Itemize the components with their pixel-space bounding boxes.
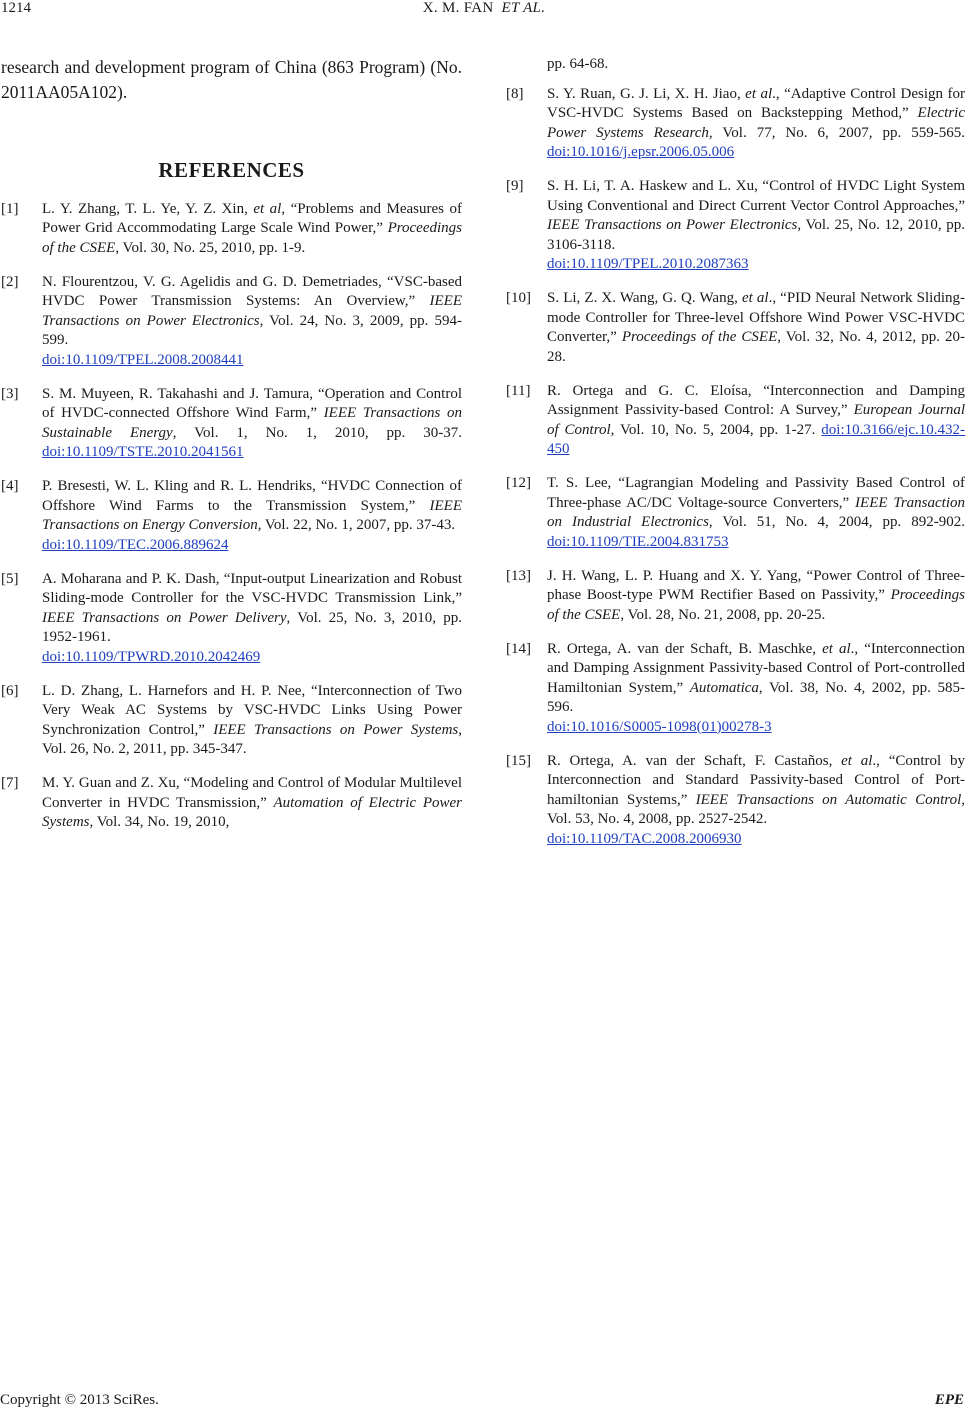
reference-details: , Vol. 25, No. 12, 2010, pp. 3106-3118.: [547, 217, 965, 253]
reference-title: , “Problems and Measures of Power Grid Accommodating Large Scale Wind Power,”: [42, 200, 462, 236]
footer-copyright: Copyright © 2013 SciRes.: [0, 1392, 159, 1408]
reference-text: [547, 640, 965, 738]
page-number: 1214: [1, 0, 31, 16]
reference-doi-link[interactable]: doi:10.1109/TPEL.2010.2087363: [547, 256, 749, 272]
reference-text: [42, 385, 462, 463]
reference-item: [506, 382, 965, 460]
reference-details: , Vol. 10, No. 5, 2004, pp. 1-27.: [610, 421, 822, 438]
reference-item: [506, 177, 965, 275]
reference-item: [1, 570, 462, 668]
reference-et-al: et al: [841, 752, 873, 769]
reference-journal: European Journal of Control: [547, 402, 965, 438]
reference-et-al: et al: [822, 640, 851, 657]
reference-journal: IEEE Transactions on Power Electronics: [547, 217, 798, 233]
reference-details: , Vol. 34, No. 19, 2010,: [89, 814, 230, 830]
reference-doi-link[interactable]: doi:10.1109/TAC.2008.2006930: [547, 830, 742, 847]
running-header-authors: X. M. FAN: [422, 0, 494, 16]
reference-authors-title: R. Ortega, A. van der Schaft, B. Maschke,: [547, 640, 823, 657]
reference-number: [11]: [506, 382, 531, 399]
reference-number: [8]: [506, 85, 524, 102]
reference-journal: Electric Power Systems Research: [547, 105, 965, 141]
reference-text: [547, 289, 965, 367]
reference-details: , Vol. 38, No. 4, 2002, pp. 585-596.: [547, 679, 965, 715]
reference-details: , Vol. 51, No. 4, 2004, pp. 892-902.: [708, 514, 965, 530]
reference-authors-title: S. M. Muyeen, R. Takahashi and J. Tamura, “Operation and Control of HVDC-connected Offshore Wind Farm,”: [42, 385, 462, 421]
reference-number: [13]: [506, 567, 531, 584]
right-column: [506, 55, 965, 864]
reference-authors-title: M. Y. Guan and Z. Xu, “Modeling and Control of Modular Multilevel Converter in HVDC Transmission,”: [42, 775, 462, 811]
reference-item: [506, 85, 965, 163]
reference-details: , Vol. 28, No. 21, 2008, pp. 20-25.: [620, 606, 826, 623]
reference-doi-link[interactable]: doi:10.1109/TPEL.2008.2008441: [42, 351, 244, 368]
reference-number: [7]: [1, 775, 19, 791]
reference-number: [14]: [506, 640, 531, 657]
reference-text: [42, 200, 462, 259]
running-header-et-al: ET AL.: [501, 0, 546, 16]
reference-journal: IEEE Transactions on Energy Conversion: [42, 497, 462, 533]
reference-authors-title: N. Flourentzou, V. G. Agelidis and G. D. Demetriades, “VSC-based HVDC Power Transmission Systems: An Overview,”: [42, 273, 462, 309]
reference-number: [15]: [506, 752, 531, 769]
reference-journal: Automation of Electric Power Systems: [42, 794, 462, 830]
reference-et-al: et al: [741, 290, 769, 306]
reference-item: [1, 385, 462, 463]
reference-details: , Vol. 22, No. 1, 2007, pp. 37-43.: [257, 517, 456, 533]
reference-journal: Proceedings of the CSEE: [42, 220, 462, 256]
reference-number: [1]: [1, 200, 19, 217]
reference-journal: IEEE Transactions on Automatic Control: [695, 791, 962, 808]
reference-number: [9]: [506, 178, 524, 194]
reference-doi-link[interactable]: doi:10.1016/j.epsr.2006.05.006: [547, 144, 735, 160]
reference-number: [5]: [1, 570, 19, 587]
reference-authors-title: L. D. Zhang, L. Harnefors and H. P. Nee, “Interconnection of Two Very Weak AC Systems by VSC-HVDC Links Using Power Synchronization Control,”: [42, 682, 462, 738]
acknowledgment-text: research and development program of China (863 Program) (No. 2011AA05A102).: [1, 57, 462, 102]
reference-item: [506, 640, 965, 738]
reference-7-continuation: pp. 64-68.: [547, 56, 609, 72]
reference-item: [506, 567, 965, 626]
reference-doi-link[interactable]: doi:10.1109/TEC.2006.889624: [42, 536, 229, 553]
reference-journal: IEEE Transactions on Power Delivery: [42, 609, 287, 626]
reference-number: [6]: [1, 682, 19, 699]
reference-authors-title: R. Ortega and G. C. Eloísa, “Interconnection and Damping Assignment Passivity-based Control: A Survey,”: [547, 382, 965, 418]
reference-authors-title: R. Ortega, A. van der Schaft, F. Castaños,: [547, 752, 842, 769]
reference-text: [547, 85, 965, 163]
footer-journal: EPE: [934, 1392, 964, 1408]
reference-journal: Proceedings of the CSEE: [547, 587, 965, 623]
reference-authors-title: T. S. Lee, “Lagrangian Modeling and Passivity Based Control of Three-phase AC/DC Voltage-source Converters,”: [547, 475, 965, 511]
reference-doi-link[interactable]: doi:10.3166/ejc.10.432-450: [547, 421, 966, 457]
reference-authors-title: L. Y. Zhang, T. L. Ye, Y. Z. Xin,: [42, 200, 254, 217]
reference-details: , Vol. 26, No. 2, 2011, pp. 345-347.: [42, 721, 462, 757]
reference-item: [1, 682, 462, 760]
reference-journal: Automatica: [689, 679, 759, 696]
reference-number: [12]: [506, 475, 531, 491]
reference-text: [42, 477, 462, 555]
references-heading: REFERENCES: [158, 158, 305, 182]
reference-details: , Vol. 24, No. 3, 2009, pp. 594-599.: [42, 312, 462, 348]
reference-authors-title: J. H. Wang, L. P. Huang and X. Y. Yang, “Power Control of Three-phase Boost-type PWM Rectifier Based on Passivity,”: [547, 567, 965, 603]
reference-journal: IEEE Transactions on Sustainable Energy: [42, 405, 462, 441]
reference-details: , Vol. 25, No. 3, 2010, pp. 1952-1961.: [42, 609, 462, 645]
reference-details: , Vol. 1, No. 1, 2010, pp. 30-37.: [172, 424, 462, 441]
reference-item: [1, 477, 462, 555]
reference-item: [506, 289, 965, 367]
reference-journal: IEEE Transaction on Industrial Electronics: [547, 494, 966, 530]
reference-item: [506, 474, 965, 552]
reference-title: ., “Adaptive Control Design for VSC-HVDC Systems Based on Backstepping Method,”: [547, 85, 965, 121]
reference-doi-link[interactable]: doi:10.1016/S0005-1098(01)00278-3: [547, 718, 772, 735]
reference-title: ., “PID Neural Network Sliding-mode Controller for Three-level Offshore Wind Power VSC-HVDC Converter,”: [547, 290, 965, 345]
reference-number: [4]: [1, 478, 19, 494]
reference-authors-title: P. Bresesti, W. L. Kling and R. L. Hendriks, “HVDC Connection of Offshore Wind Farms to the Transmission System,”: [42, 478, 462, 514]
reference-journal: IEEE Transactions on Power Electronics: [42, 293, 462, 329]
reference-text: [42, 570, 462, 668]
reference-item: [1, 200, 462, 259]
running-header: [0, 0, 968, 17]
reference-text: [42, 682, 462, 760]
reference-details: , Vol. 30, No. 25, 2010, pp. 1-9.: [115, 239, 306, 256]
reference-item: [1, 774, 462, 833]
reference-number: [2]: [1, 273, 19, 290]
reference-text: [547, 567, 965, 626]
reference-title: ., “Interconnection and Damping Assignment Passivity-based Control of Port-controlled Hamiltonian System,”: [547, 640, 965, 696]
reference-authors-title: S. Y. Ruan, G. J. Li, X. H. Jiao,: [547, 85, 746, 102]
reference-text: [547, 177, 965, 275]
reference-authors-title: S. H. Li, T. A. Haskew and L. Xu, “Control of HVDC Light System Using Conventional and Direct Current Vector Control Approaches,”: [547, 178, 965, 214]
reference-doi-link[interactable]: doi:10.1109/TPWRD.2010.2042469: [42, 648, 261, 665]
reference-text: [42, 273, 462, 371]
reference-list-left: [1, 200, 462, 833]
left-column: [1, 55, 462, 847]
reference-text: [547, 474, 965, 552]
reference-authors-title: S. Li, Z. X. Wang, G. Q. Wang,: [547, 290, 742, 306]
reference-text: [547, 382, 965, 460]
reference-details: , Vol. 53, No. 4, 2008, pp. 2527-2542.: [547, 791, 965, 827]
reference-journal: Proceedings of the CSEE: [621, 329, 778, 345]
reference-details: , Vol. 32, No. 4, 2012, pp. 20-28.: [547, 329, 965, 365]
reference-doi-link[interactable]: doi:10.1109/TIE.2004.831753: [547, 533, 729, 550]
reference-number: [10]: [506, 290, 531, 306]
reference-et-al: et al: [745, 85, 773, 102]
reference-item: [1, 273, 462, 371]
reference-et-al: et al: [253, 200, 282, 217]
reference-doi-link[interactable]: doi:10.1109/TSTE.2010.2041561: [42, 444, 244, 460]
reference-details: , Vol. 77, No. 6, 2007, pp. 559-565.: [708, 124, 965, 141]
reference-list-right: [506, 85, 965, 850]
reference-title: ., “Control by Interconnection and Standard Passivity-based Control of Port-hamiltonian Systems,”: [547, 752, 965, 808]
reference-item: [506, 752, 965, 850]
reference-text: [42, 774, 462, 833]
reference-authors-title: A. Moharana and P. K. Dash, “Input-output Linearization and Robust Sliding-mode Controller for the VSC-HVDC Transmission Link,”: [42, 570, 462, 606]
reference-number: [3]: [1, 385, 19, 402]
reference-journal: IEEE Transactions on Power Systems: [213, 721, 459, 738]
reference-text: [547, 752, 965, 850]
